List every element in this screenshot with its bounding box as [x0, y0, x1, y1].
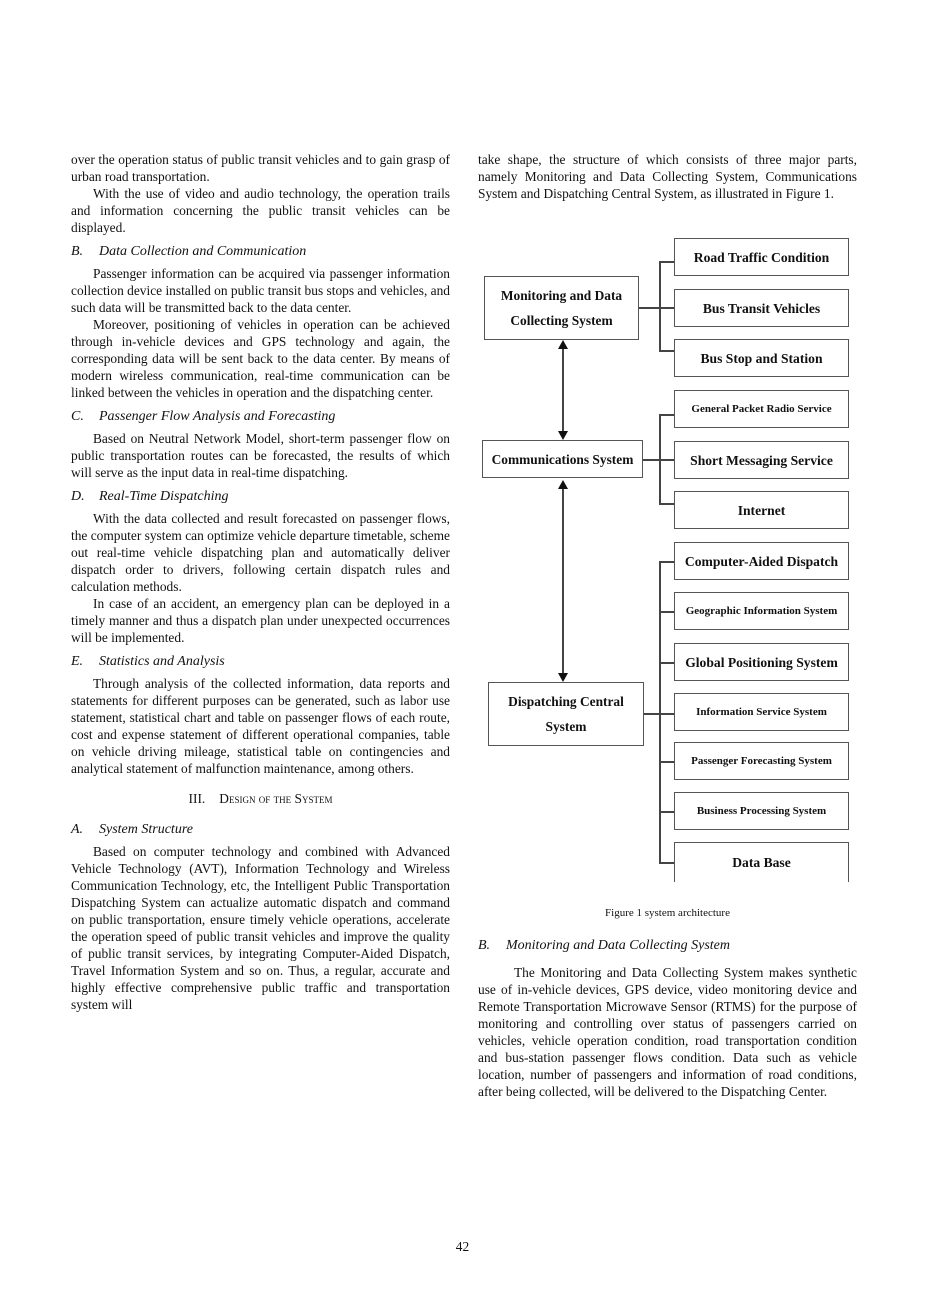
paragraph: With the data collected and result forecasted on passenger flows, the computer system can optimize vehicle departure timetable, scheme out real-time vehicle dispatching plan and automatically deliver dispatch order to drivers, following certain dispatch rules and calculation methods.	[71, 511, 450, 594]
system-architecture-diagram	[478, 230, 868, 890]
connector-line	[659, 811, 675, 813]
paragraph: Through analysis of the collected information, data reports and statements for different purposes can be generated, such as labor use statement, statistical chart and table on passenger flows of each route, cost and expense statement of different operational companies, table on vehicle driving mileage, statistical table on contingencies and analytical statement of malfunction maintenance, among others.	[71, 676, 450, 776]
arrow-down-icon	[558, 673, 568, 682]
paragraph: over the operation status of public transit vehicles and to gain grasp of urban road transportation.	[71, 152, 450, 184]
subsection-heading-e: E. Statistics and Analysis	[71, 654, 225, 669]
subsection-heading-c: C. Passenger Flow Analysis and Forecasting	[71, 409, 336, 424]
right-column-top	[478, 151, 857, 202]
connector-line	[659, 503, 675, 505]
road-traffic-condition-box: Road Traffic Condition	[674, 238, 849, 276]
subsection-heading-a: A. System Structure	[71, 822, 193, 837]
arrow-up-icon	[558, 340, 568, 349]
passenger-forecasting-system-box: Passenger Forecasting System	[674, 742, 849, 780]
connector-line	[659, 414, 661, 504]
paragraph: In case of an accident, an emergency plan can be deployed in a timely manner and thus a dispatch plan under unexpected occurrences will be implemented.	[71, 596, 450, 645]
paragraph: Passenger information can be acquired via passenger information collection device installed on public transit bus stops and vehicles, and such data will be transmitted back to the data center.	[71, 266, 450, 315]
information-service-system-box: Information Service System	[674, 693, 849, 731]
right-column-bottom	[478, 937, 857, 1100]
connector-line	[659, 414, 675, 416]
connector-line	[562, 348, 564, 433]
monitoring-system-box: Monitoring and Data Collecting System	[484, 276, 639, 340]
bus-transit-vehicles-box: Bus Transit Vehicles	[674, 289, 849, 327]
paragraph: The Monitoring and Data Collecting System makes synthetic use of in-vehicle devices, GPS device, video monitoring device and Remote Transportation Microwave Sensor (RTMS) for the purpose of monitoring and controlling over status of passengers carried on vehicles, vehicle operation condition, road transportation condition and bus-station passenger flows condition. Data such as vehicle location, number of passengers and information of road conditions, after being collected, will be delivered to the Dispatching Center.	[478, 965, 857, 1099]
paragraph: With the use of video and audio technology, the operation trails and information concerning the public transit vehicles can be displayed.	[71, 186, 450, 235]
computer-aided-dispatch-box: Computer-Aided Dispatch	[674, 542, 849, 580]
gis-box: Geographic Information System	[674, 592, 849, 630]
connector-line	[659, 662, 675, 664]
connector-line	[562, 488, 564, 675]
bus-stop-station-box: Bus Stop and Station	[674, 339, 849, 377]
paragraph: Based on Neutral Network Model, short-term passenger flow on public transportation routes can be forecasted, the results of which will serve as the input data in real-time dispatching.	[71, 431, 450, 480]
arrow-up-icon	[558, 480, 568, 489]
gprs-box: General Packet Radio Service	[674, 390, 849, 428]
connector-line	[659, 561, 675, 563]
connector-line	[659, 761, 675, 763]
section-heading-iii: III. Design of the System	[188, 791, 333, 806]
subsection-heading-b: B. Data Collection and Communication	[71, 244, 307, 259]
connector-line	[659, 350, 675, 352]
sms-box: Short Messaging Service	[674, 441, 849, 479]
gps-box: Global Positioning System	[674, 643, 849, 681]
connector-line	[659, 261, 661, 351]
arrow-down-icon	[558, 431, 568, 440]
page-number: 42	[455, 1239, 470, 1254]
subsection-heading-d: D. Real-Time Dispatching	[71, 489, 229, 504]
connector-line	[639, 307, 675, 309]
dispatching-central-system-box: Dispatching Central System	[488, 682, 644, 746]
connector-line	[659, 561, 661, 863]
communications-system-box: Communications System	[482, 440, 643, 478]
paragraph: take shape, the structure of which consists of three major parts, namely Monitoring and Data Collecting System, Communications System and Dispatching Central System, as illustrated in Figure 1.	[478, 152, 857, 201]
paragraph: Moreover, positioning of vehicles in operation can be achieved through in-vehicle devices and GPS technology and again, the corresponding data will be sent back to the data center. By means of modern wireless communication, real-time communication can be linked between the vehicles in operation and the dispatching center.	[71, 317, 450, 400]
paragraph: Based on computer technology and combined with Advanced Vehicle Technology (AVT), Information Technology and Wireless Communication Technology, etc, the Intelligent Public Transportation Dispatching System can actualize automatic dispatch and command on public transportation, ensure timely vehicle operations, accelerate the operation speed of public transit vehicles and improve the quality of public transit services, by integrating Computer-Aided Dispatch, Travel Information System and so on. Thus, a regular, accurate and highly effective comprehensive public traffic and transportation system will	[71, 844, 450, 1012]
subsection-heading-b-monitoring: B. Monitoring and Data Collecting System	[478, 938, 730, 953]
connector-line	[659, 611, 675, 613]
connector-line	[659, 862, 675, 864]
left-column	[71, 151, 450, 1013]
data-base-box: Data Base	[674, 842, 849, 882]
connector-line	[659, 261, 675, 263]
business-processing-system-box: Business Processing System	[674, 792, 849, 830]
figure-caption: Figure 1 system architecture	[605, 907, 730, 919]
internet-box: Internet	[674, 491, 849, 529]
